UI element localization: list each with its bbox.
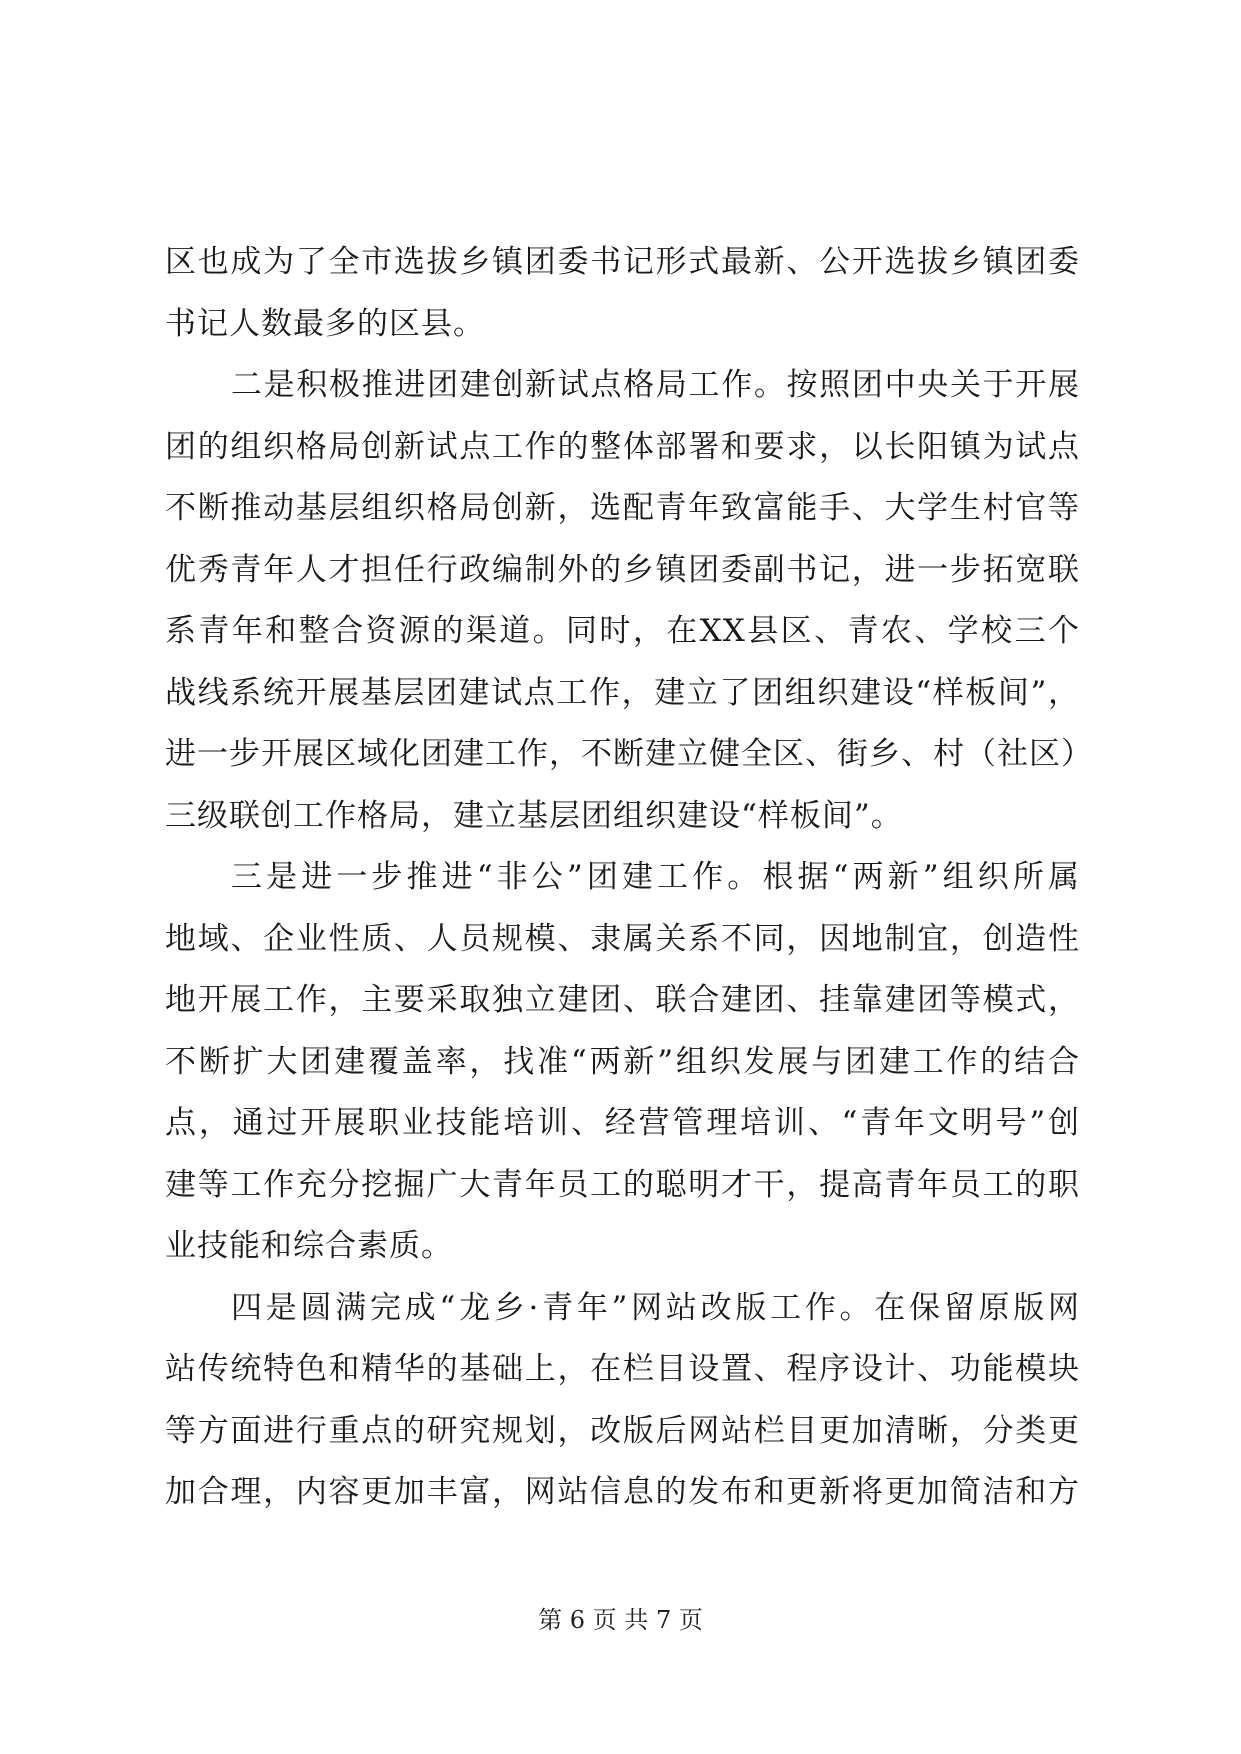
text-line: 二是积极推进团建创新试点格局工作。按照团中央关于开展 — [231, 367, 1080, 403]
page-footer: 第 6 页 共 7 页 — [538, 1606, 703, 1634]
text-line: 不断扩大团建覆盖率，找准“两新”组织发展与团建工作的结合 — [165, 1043, 1080, 1080]
text-line: 业技能和综合素质。 — [165, 1228, 453, 1264]
paragraph-1 — [165, 232, 1080, 355]
text-line: 加合理，内容更加丰富，网站信息的发布和更新将更加简洁和方 — [165, 1474, 1080, 1510]
text-line: 地域、企业性质、人员规模、隶属关系不同，因地制宜，创造性 — [165, 920, 1080, 957]
text-line: 等方面进行重点的研究规划，改版后网站栏目更加清晰，分类更 — [165, 1412, 1080, 1449]
document-body — [165, 232, 1093, 1524]
text-line: 四是圆满完成“龙乡·青年”网站改版工作。在保留原版网 — [231, 1289, 1080, 1326]
text-line: 点，通过开展职业技能培训、经营管理培训、“青年文明号”创 — [165, 1105, 1080, 1141]
text-line: 三是进一步推进“非公”团建工作。根据“两新”组织所属 — [231, 859, 1080, 895]
text-line: 进一步开展区域化团建工作，不断建立健全区、街乡、村（社区） — [165, 736, 1093, 772]
text-line: 系青年和整合资源的渠道。同时，在XX县区、青农、学校三个 — [165, 613, 1080, 649]
text-line: 三级联创工作格局，建立基层团组织建设“样板间”。 — [165, 797, 903, 834]
text-line: 书记人数最多的区县。 — [165, 305, 485, 342]
text-line: 战线系统开展基层团建试点工作，建立了团组织建设“样板间”， — [165, 674, 1080, 711]
text-line: 不断推动基层组织格局创新，选配青年致富能手、大学生村官等 — [165, 490, 1080, 526]
paragraph-3 — [165, 847, 1080, 1278]
paragraph-4 — [165, 1278, 1080, 1524]
text-line: 团的组织格局创新试点工作的整体部署和要求，以长阳镇为试点 — [165, 428, 1080, 465]
text-line: 优秀青年人才担任行政编制外的乡镇团委副书记，进一步拓宽联 — [165, 551, 1080, 588]
text-line: 站传统特色和精华的基础上，在栏目设置、程序设计、功能模块 — [165, 1351, 1080, 1387]
paragraph-2 — [165, 355, 1093, 847]
text-line: 地开展工作，主要采取独立建团、联合建团、挂靠建团等模式， — [165, 982, 1080, 1018]
text-line: 区也成为了全市选拔乡镇团委书记形式最新、公开选拔乡镇团委 — [165, 244, 1080, 280]
text-line: 建等工作充分挖掘广大青年员工的聪明才干，提高青年员工的职 — [165, 1166, 1080, 1203]
